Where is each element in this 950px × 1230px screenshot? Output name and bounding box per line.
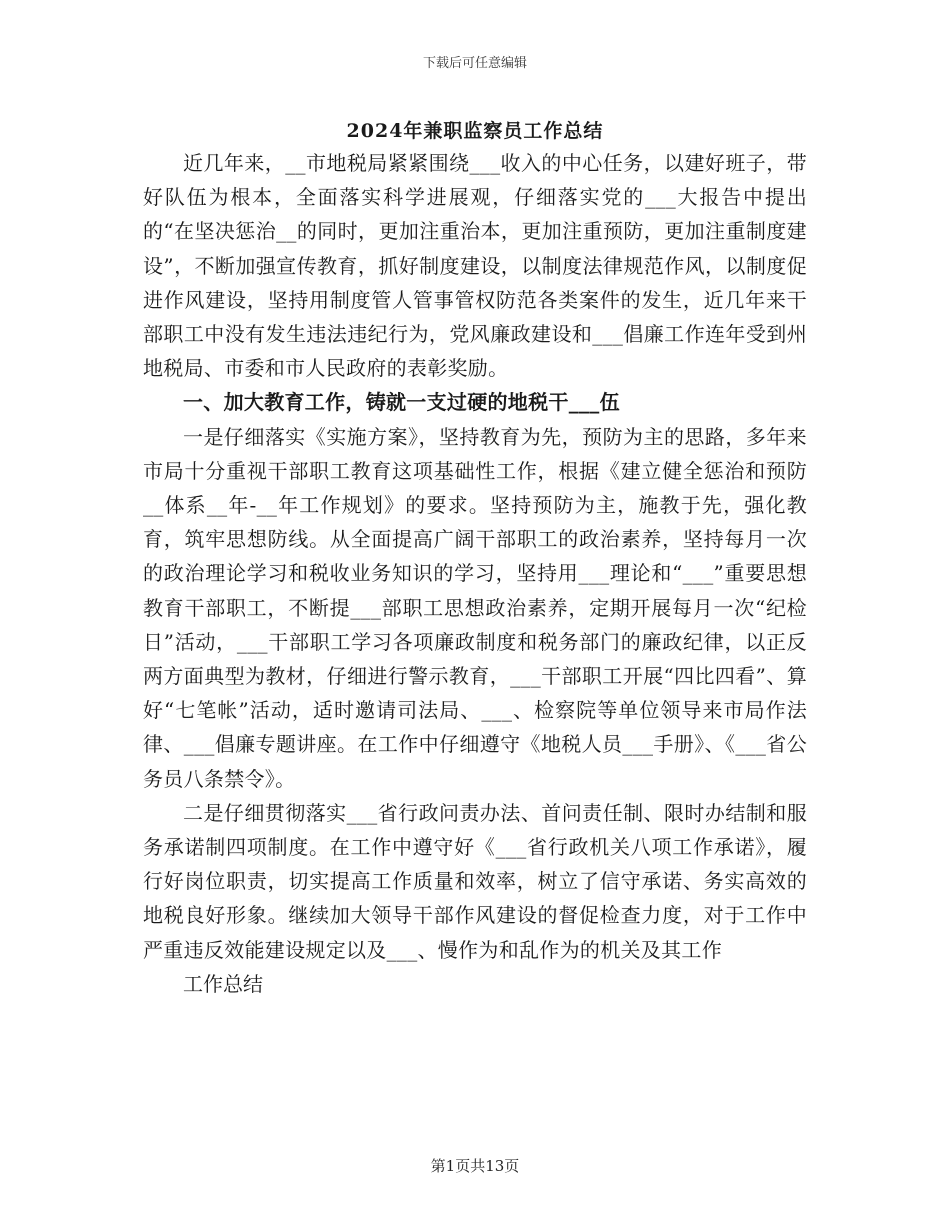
document-body [143, 146, 807, 1001]
header-note: 下载后可任意编辑 [422, 56, 527, 71]
point-one-paragraph: 一是仔细落实《实施方案》，坚持教育为先，预防为主的思路，多年来市局十分重视干部职工教育这项基础性工作，根据《建立健全惩治和预防__体系__年-__年工作规划》的要求。坚持预防为主，施教于先，强化教育，筑牢思想防线。从全面提高广阔干部职工的政治素养，坚持每月一次的政治理论学习和税收业务知识的学习，坚持用___理论和“___”重要思想教育干部职工，不断提___部职工思想政治素养，定期开展每月一次“纪检日”活动，___干部职工学习各项廉政制度和税务部门的廉政纪律，以正反两方面典型为教材，仔细进行警示教育，___干部职工开展“四比四看”、算好“七笔帐”活动，适时邀请司法局、___、检察院等单位领导来市局作法律、___倡廉专题讲座。在工作中仔细遵守《地税人员___手册》、《___省公务员八条禁令》。 [143, 424, 807, 791]
tail-text: 工作总结 [183, 971, 263, 996]
document-title: 2024年兼职监察员工作总结 [346, 120, 604, 142]
section-heading-1: 一、加大教育工作，铸就一支过硬的地税干___伍 [183, 390, 620, 415]
intro-paragraph: 近几年来，__市地税局紧紧围绕___收入的中心任务，以建好班子，带好队伍为根本，全面落实科学进展观，仔细落实党的___大报告中提出的“在坚决惩治__的同时，更加注重治本，更加注重预防，更加注重制度建设”，不断加强宣传教育，抓好制度建设，以制度法律规范作风，以制度促进作风建设，坚持用制度管人管事管权防范各类案件的发生，近几年来干部职工中没有发生违法违纪行为，党风廉政建设和___倡廉工作连年受到州地税局、市委和市人民政府的表彰奖励。 [143, 151, 807, 381]
point-two-paragraph: 二是仔细贯彻落实___省行政问责办法、首问责任制、限时办结制和服务承诺制四项制度。在工作中遵守好《___省行政机关八项工作承诺》，履行好岗位职责，切实提高工作质量和效率，树立了信守承诺、务实高效的地税良好形象。继续加大领导干部作风建设的督促检查力度，对于工作中严重违反效能建设规定以及___、慢作为和乱作为的机关及其工作 [143, 800, 807, 962]
page-footer: 第1页共13页 [430, 1157, 520, 1175]
